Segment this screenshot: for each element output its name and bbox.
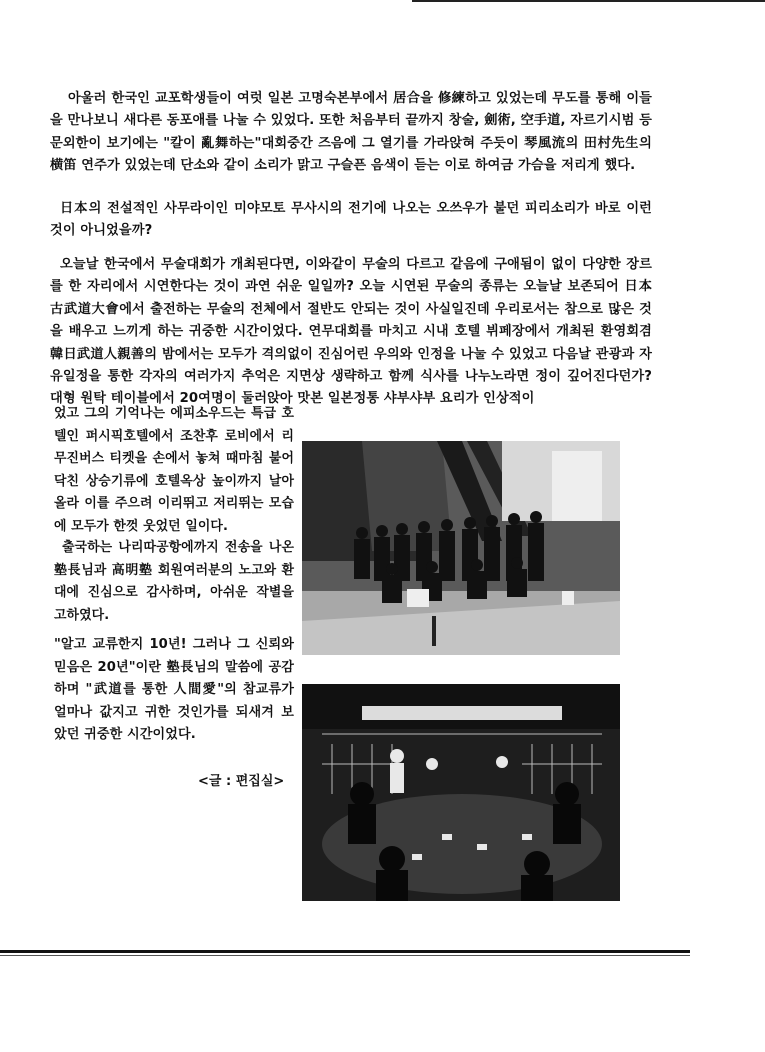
paragraph-2: 日本의 전설적인 사무라이인 미야모토 무사시의 전기에 나오는 오쓰우가 불던 피리소리가 바로 이런 것이 아니었을까?	[50, 201, 652, 239]
byline: <글 : 편집실>	[198, 774, 285, 789]
bottom-rule	[0, 950, 690, 953]
banquet-photo	[302, 684, 620, 901]
bottom-rule-thin	[0, 955, 690, 956]
paragraph-1: 아울러 한국인 교포학생들이 여럿 일본 고명숙본부에서 居合을 修練하고 있었는데 무도를 통해 이들을 만나보니 새다른 동포애를 나눌 수 있었다. 또한 처음부터 끝까지 창술, 劍術, 空手道, 자르기시범 등 문외한이 보기에는 "칼이 亂舞하는"대회중간 즈음에 그 열기를 가라앉혀 주듯이 琴風流의 田村先生의 横笛 연주가 있었는데 단소와 같이 소리가 맑고 구슬픈 음색이 듣는 이로 하여금 가슴을 저리게 했다.	[50, 91, 652, 174]
column-paragraph-3: "알고 교류한지 10년! 그러나 그 신뢰와 믿음은 20년"이란 塾長님의 말씀에 공감하며 "武道를 통한 人間愛"의 참교류가 얼마나 값지고 귀한 것인가를 되새겨 보았던 귀중한 시간이었다.	[54, 637, 294, 743]
column-paragraph-2: 출국하는 나리따공항에까지 전송을 나온 塾長님과 高明塾 회원여러분의 노고와 환대에 진심으로 감사하며, 아쉬운 작별을 고하였다.	[54, 540, 294, 623]
group-photo	[302, 441, 620, 655]
column-paragraph-1: 었고 그의 기억나는 에피소우드는 특급 호텔인 퍼시픽호텔에서 조찬후 로비에서 리무진버스 티켓을 손에서 놓쳐 때마침 불어닥친 상승기류에 호텔옥상 높이까지 날아올라 이를 주으려 이리뛰고 저리뛰는 모습에 모두가 한껏 웃었던 일이다.	[54, 406, 294, 534]
paragraph-3: 오늘날 한국에서 무술대회가 개최된다면, 이와같이 무술의 다르고 같음에 구애됨이 없이 다양한 장르를 한 자리에서 시연한다는 것이 과연 쉬운 일일까? 오늘 시연된 무술의 종류는 오늘날 보존되어 日本 古武道大會에서 출전하는 무술의 전체에서 절반도 안되는 것이 사실일진데 우리로서는 참으로 많은 것을 배우고 느끼게 하는 귀중한 시간이었다. 연무대회를 마치고 시내 호텔 뷔페장에서 개최된 환영회겸 韓日武道人親善의 밤에서는 모두가 격의없이 진심어린 우의와 인정을 나눌 수 있었고 다음날 관광과 자유일정을 통한 각자의 여러가지 추억은 지면상 생략하고 함께 식사를 나누노라면 정이 깊어진다던가? 대형 원탁 테이블에서 20여명이 둘러앉아 맛본 일본정통 샤부샤부 요리가 인상적이	[50, 257, 652, 407]
top-rule	[412, 0, 765, 2]
